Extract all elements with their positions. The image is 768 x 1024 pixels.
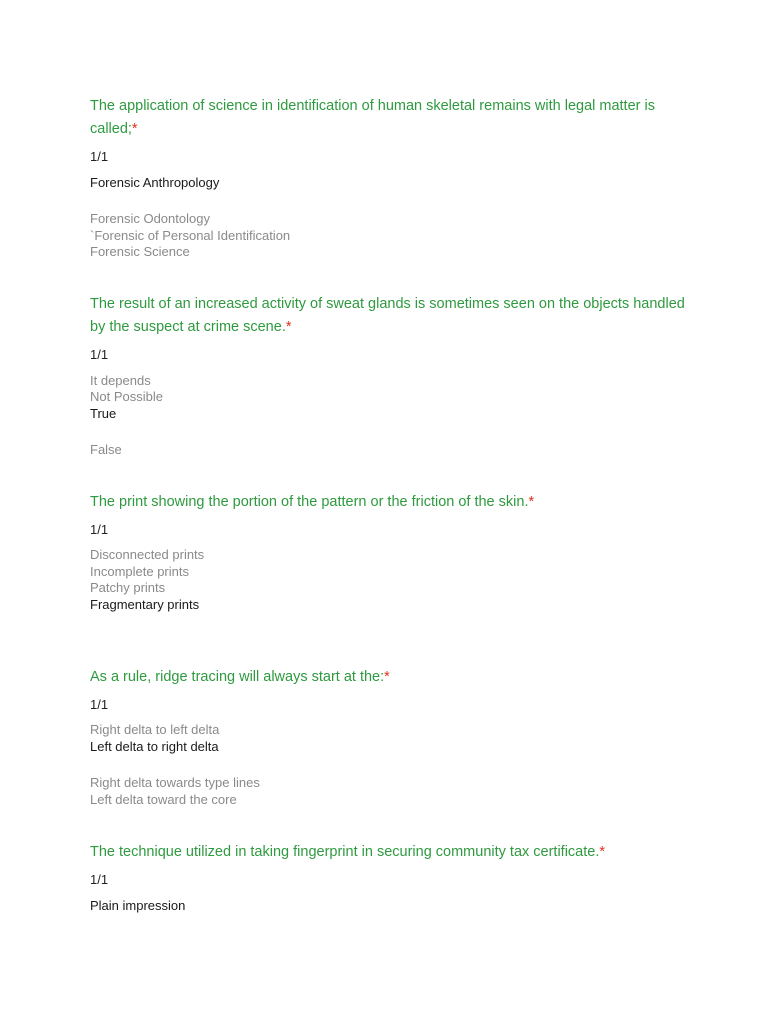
option: False [90,442,122,457]
option-selected: Forensic Anthropology [90,175,220,190]
question-text: The result of an increased activity of sweat glands is sometimes seen on the objects handled by the suspect at crime scene.* [90,296,685,335]
option-selected: Fragmentary prints [90,597,200,612]
question-text: The application of science in identification of human skeletal remains with legal matter is called;* [90,98,655,137]
score: 1/1 [90,347,109,362]
question-text: The print showing the portion of the pattern or the friction of the skin.* [90,494,535,510]
required-asterisk: * [285,319,292,335]
option: Incomplete prints [90,564,189,579]
option: Right delta towards type lines [90,775,260,790]
option: Not Possible [90,389,163,404]
option: Forensic Science [90,244,190,259]
question-text: As a rule, ridge tracing will always start at the:* [90,669,390,685]
option: Disconnected prints [90,547,205,562]
question-text: The technique utilized in taking fingerprint in securing community tax certificate.* [90,844,606,860]
score: 1/1 [90,697,109,712]
option: Forensic Odontology [90,211,210,226]
option: `Forensic of Personal Identification [90,228,291,243]
required-asterisk: * [384,669,390,685]
option: Right delta to left delta [90,722,220,737]
option: Left delta toward the core [90,792,237,807]
required-asterisk: * [599,844,606,860]
score: 1/1 [90,522,109,537]
option: Patchy prints [90,580,166,595]
option-selected: True [90,406,117,421]
required-asterisk: * [528,494,535,510]
required-asterisk: * [131,121,138,137]
option-selected: Left delta to right delta [90,739,219,754]
score: 1/1 [90,149,109,164]
score: 1/1 [90,872,109,887]
option-selected: Plain impression [90,898,186,913]
option: It depends [90,373,151,388]
